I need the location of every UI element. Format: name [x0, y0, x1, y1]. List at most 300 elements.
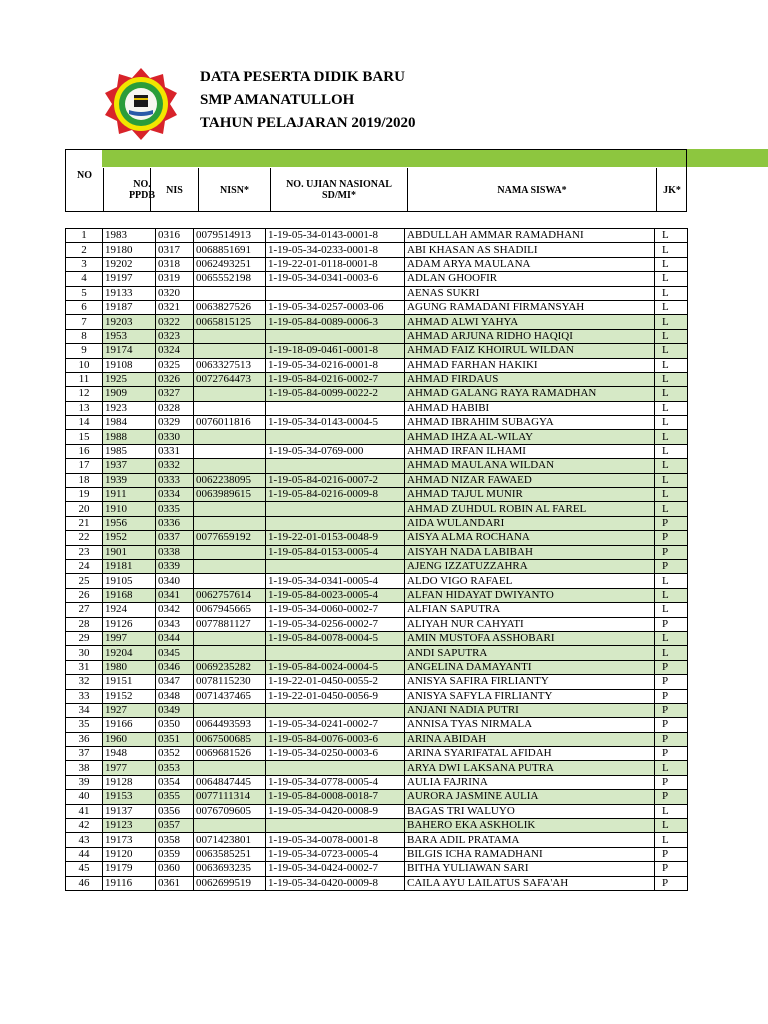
cell-nama: AHMAD GALANG RAYA RAMADHAN	[405, 387, 655, 401]
cell-nama: ARINA SYARIFATAL AFIDAH	[405, 747, 655, 761]
cell-ujian: 1-19-05-84-0153-0005-4	[266, 545, 405, 559]
cell-nisn: 0078115230	[194, 675, 266, 689]
cell-ujian: 1-19-05-34-0341-0003-6	[266, 272, 405, 286]
cell-nis: 0351	[156, 732, 194, 746]
cell-nama: ABDULLAH AMMAR RAMADHANI	[405, 229, 655, 243]
cell-nis: 0359	[156, 847, 194, 861]
cell-ppdb: 19168	[103, 588, 156, 602]
table-row	[66, 559, 688, 573]
cell-jk: P	[655, 689, 688, 703]
cell-ujian: 1-19-05-84-0008-0018-7	[266, 790, 405, 804]
cell-nisn	[194, 819, 266, 833]
cell-nis: 0343	[156, 617, 194, 631]
cell-jk: L	[655, 372, 688, 386]
cell-nama: CAILA AYU LAILATUS SAFA'AH	[405, 876, 655, 890]
cell-nama: ARINA ABIDAH	[405, 732, 655, 746]
cell-nisn	[194, 761, 266, 775]
table-row	[66, 344, 688, 358]
cell-jk: L	[655, 603, 688, 617]
cell-jk: L	[655, 344, 688, 358]
cell-jk: L	[655, 444, 688, 458]
table-row	[66, 646, 688, 660]
cell-jk: L	[655, 761, 688, 775]
table-row	[66, 545, 688, 559]
table-row	[66, 502, 688, 516]
cell-jk: L	[655, 272, 688, 286]
cell-jk: P	[655, 847, 688, 861]
cell-nisn: 0063989615	[194, 488, 266, 502]
cell-nisn	[194, 344, 266, 358]
cell-nis: 0358	[156, 833, 194, 847]
cell-jk: L	[655, 833, 688, 847]
cell-nama: BITHA YULIAWAN SARI	[405, 862, 655, 876]
table-row	[66, 300, 688, 314]
table-row	[66, 804, 688, 818]
cell-nama: BAHERO EKA ASKHOLIK	[405, 819, 655, 833]
cell-nama: ABI KHASAN AS SHADILI	[405, 243, 655, 257]
cell-ppdb: 19173	[103, 833, 156, 847]
cell-nis: 0353	[156, 761, 194, 775]
cell-jk: L	[655, 588, 688, 602]
cell-no: 33	[66, 689, 103, 703]
cell-nis: 0325	[156, 358, 194, 372]
table-row	[66, 315, 688, 329]
cell-nis: 0318	[156, 257, 194, 271]
cell-nisn: 0079514913	[194, 229, 266, 243]
table-row	[66, 775, 688, 789]
cell-ppdb: 1985	[103, 444, 156, 458]
table-row	[66, 229, 688, 243]
cell-nis: 0344	[156, 631, 194, 645]
cell-nis: 0317	[156, 243, 194, 257]
cell-no: 10	[66, 358, 103, 372]
cell-nisn: 0071423801	[194, 833, 266, 847]
cell-jk: P	[655, 675, 688, 689]
cell-nama: AMIN MUSTOFA ASSHOBARI	[405, 631, 655, 645]
table-row	[66, 430, 688, 444]
cell-no: 9	[66, 344, 103, 358]
cell-jk: L	[655, 286, 688, 300]
cell-no: 6	[66, 300, 103, 314]
cell-ujian: 1-19-22-01-0450-0055-2	[266, 675, 405, 689]
school-logo-icon	[103, 66, 179, 142]
table-row	[66, 444, 688, 458]
cell-jk: L	[655, 819, 688, 833]
cell-nis: 0347	[156, 675, 194, 689]
table-row	[66, 516, 688, 530]
cell-nama: AURORA JASMINE AULIA	[405, 790, 655, 804]
cell-ujian	[266, 703, 405, 717]
table-row	[66, 257, 688, 271]
cell-ppdb: 19203	[103, 315, 156, 329]
cell-nama: AIDA WULANDARI	[405, 516, 655, 530]
cell-nisn: 0063327513	[194, 358, 266, 372]
cell-ujian	[266, 559, 405, 573]
cell-nis: 0321	[156, 300, 194, 314]
table-row	[66, 833, 688, 847]
cell-jk: P	[655, 545, 688, 559]
cell-no: 16	[66, 444, 103, 458]
cell-ppdb: 1925	[103, 372, 156, 386]
table-row	[66, 459, 688, 473]
table-row	[66, 747, 688, 761]
cell-no: 36	[66, 732, 103, 746]
col-header-jk: JK*	[656, 168, 687, 212]
cell-ppdb: 19105	[103, 574, 156, 588]
cell-ppdb: 1960	[103, 732, 156, 746]
cell-jk: P	[655, 617, 688, 631]
cell-ppdb: 19116	[103, 876, 156, 890]
cell-ppdb: 1956	[103, 516, 156, 530]
cell-ujian: 1-19-05-34-0769-000	[266, 444, 405, 458]
cell-ppdb: 1977	[103, 761, 156, 775]
cell-nis: 0320	[156, 286, 194, 300]
cell-nisn: 0068851691	[194, 243, 266, 257]
cell-nama: ANNISA TYAS NIRMALA	[405, 718, 655, 732]
cell-nisn: 0069681526	[194, 747, 266, 761]
cell-ujian: 1-19-22-01-0153-0048-9	[266, 531, 405, 545]
cell-nis: 0336	[156, 516, 194, 530]
cell-ppdb: 1988	[103, 430, 156, 444]
cell-nama: ARYA DWI LAKSANA PUTRA	[405, 761, 655, 775]
cell-ppdb: 19179	[103, 862, 156, 876]
cell-no: 1	[66, 229, 103, 243]
cell-no: 13	[66, 401, 103, 415]
table-row	[66, 286, 688, 300]
cell-nis: 0360	[156, 862, 194, 876]
table-row	[66, 819, 688, 833]
cell-nama: ANGELINA DAMAYANTI	[405, 660, 655, 674]
col-header-ujian: NO. UJIAN NASIONAL SD/MI*	[270, 168, 407, 212]
cell-nisn: 0063827526	[194, 300, 266, 314]
cell-ujian: 1-19-05-34-0233-0001-8	[266, 243, 405, 257]
student-table	[65, 228, 688, 891]
cell-ujian: 1-19-05-34-0241-0002-7	[266, 718, 405, 732]
cell-ujian	[266, 329, 405, 343]
cell-ujian	[266, 401, 405, 415]
cell-ujian: 1-19-22-01-0450-0056-9	[266, 689, 405, 703]
cell-no: 8	[66, 329, 103, 343]
cell-nis: 0337	[156, 531, 194, 545]
cell-nis: 0326	[156, 372, 194, 386]
cell-ujian: 1-19-05-84-0023-0005-4	[266, 588, 405, 602]
table-row	[66, 617, 688, 631]
cell-no: 20	[66, 502, 103, 516]
cell-jk: L	[655, 387, 688, 401]
cell-ppdb: 1952	[103, 531, 156, 545]
cell-ujian	[266, 286, 405, 300]
cell-ppdb: 19108	[103, 358, 156, 372]
cell-nis: 0323	[156, 329, 194, 343]
cell-nama: AHMAD ALWI YAHYA	[405, 315, 655, 329]
cell-ppdb: 1983	[103, 229, 156, 243]
cell-no: 18	[66, 473, 103, 487]
cell-nama: BAGAS TRI WALUYO	[405, 804, 655, 818]
cell-ujian: 1-19-05-34-0420-0008-9	[266, 804, 405, 818]
cell-no: 43	[66, 833, 103, 847]
cell-nisn: 0071437465	[194, 689, 266, 703]
cell-ujian: 1-19-18-09-0461-0001-8	[266, 344, 405, 358]
table-row	[66, 329, 688, 343]
cell-ppdb: 19187	[103, 300, 156, 314]
cell-jk: L	[655, 804, 688, 818]
cell-ujian: 1-19-05-84-0216-0007-2	[266, 473, 405, 487]
cell-ppdb: 19197	[103, 272, 156, 286]
cell-nama: AHMAD FIRDAUS	[405, 372, 655, 386]
cell-nis: 0357	[156, 819, 194, 833]
cell-no: 37	[66, 747, 103, 761]
title-line-3: TAHUN PELAJARAN 2019/2020	[200, 115, 416, 131]
cell-nis: 0349	[156, 703, 194, 717]
cell-ujian: 1-19-05-34-0424-0002-7	[266, 862, 405, 876]
cell-no: 42	[66, 819, 103, 833]
table-row	[66, 689, 688, 703]
cell-jk: L	[655, 257, 688, 271]
cell-nis: 0346	[156, 660, 194, 674]
cell-ujian: 1-19-05-34-0143-0004-5	[266, 416, 405, 430]
cell-nisn	[194, 703, 266, 717]
table-row	[66, 876, 688, 890]
cell-ujian: 1-19-05-34-0216-0001-8	[266, 358, 405, 372]
cell-nis: 0354	[156, 775, 194, 789]
cell-ppdb: 1939	[103, 473, 156, 487]
cell-no: 17	[66, 459, 103, 473]
cell-ppdb: 19153	[103, 790, 156, 804]
cell-nis: 0342	[156, 603, 194, 617]
cell-ujian	[266, 502, 405, 516]
cell-ujian	[266, 516, 405, 530]
cell-ppdb: 19133	[103, 286, 156, 300]
col-header-no: NO	[77, 170, 92, 181]
cell-nisn	[194, 401, 266, 415]
cell-jk: L	[655, 358, 688, 372]
cell-no: 45	[66, 862, 103, 876]
cell-ppdb: 1980	[103, 660, 156, 674]
cell-nisn	[194, 430, 266, 444]
table-row	[66, 243, 688, 257]
cell-nisn: 0076709605	[194, 804, 266, 818]
cell-ujian: 1-19-05-34-0060-0002-7	[266, 603, 405, 617]
cell-jk: P	[655, 531, 688, 545]
cell-jk: P	[655, 790, 688, 804]
cell-ppdb: 19151	[103, 675, 156, 689]
cell-no: 38	[66, 761, 103, 775]
cell-nama: AHMAD NIZAR FAWAED	[405, 473, 655, 487]
cell-nis: 0333	[156, 473, 194, 487]
cell-nis: 0328	[156, 401, 194, 415]
cell-jk: P	[655, 775, 688, 789]
table-row	[66, 761, 688, 775]
cell-nama: AHMAD IHZA AL-WILAY	[405, 430, 655, 444]
cell-nisn: 0063693235	[194, 862, 266, 876]
cell-ujian: 1-19-05-34-0256-0002-7	[266, 617, 405, 631]
cell-ppdb: 1910	[103, 502, 156, 516]
col-header-nama: NAMA SISWA*	[407, 168, 656, 212]
cell-jk: L	[655, 488, 688, 502]
table-row	[66, 488, 688, 502]
cell-nisn: 0072764473	[194, 372, 266, 386]
cell-nisn: 0063585251	[194, 847, 266, 861]
cell-nisn: 0076011816	[194, 416, 266, 430]
cell-nama: ADAM ARYA MAULANA	[405, 257, 655, 271]
cell-nama: AHMAD FARHAN HAKIKI	[405, 358, 655, 372]
cell-jk: L	[655, 631, 688, 645]
table-row	[66, 387, 688, 401]
cell-nama: AHMAD TAJUL MUNIR	[405, 488, 655, 502]
cell-ujian: 1-19-05-84-0089-0006-3	[266, 315, 405, 329]
cell-jk: L	[655, 646, 688, 660]
cell-nis: 0356	[156, 804, 194, 818]
cell-nis: 0329	[156, 416, 194, 430]
table-row	[66, 703, 688, 717]
table-row	[66, 401, 688, 415]
cell-nis: 0327	[156, 387, 194, 401]
cell-ujian: 1-19-05-34-0078-0001-8	[266, 833, 405, 847]
cell-nama: AISYAH NADA LABIBAH	[405, 545, 655, 559]
cell-nis: 0355	[156, 790, 194, 804]
cell-jk: P	[655, 559, 688, 573]
cell-no: 2	[66, 243, 103, 257]
cell-ujian: 1-19-05-84-0216-0002-7	[266, 372, 405, 386]
cell-no: 27	[66, 603, 103, 617]
cell-nis: 0348	[156, 689, 194, 703]
cell-nisn: 0062699519	[194, 876, 266, 890]
cell-no: 11	[66, 372, 103, 386]
cell-nama: ANJANI NADIA PUTRI	[405, 703, 655, 717]
cell-ppdb: 19152	[103, 689, 156, 703]
cell-no: 24	[66, 559, 103, 573]
table-row	[66, 660, 688, 674]
cell-nisn: 0065815125	[194, 315, 266, 329]
cell-no: 15	[66, 430, 103, 444]
cell-nis: 0340	[156, 574, 194, 588]
cell-nisn: 0062238095	[194, 473, 266, 487]
cell-jk: L	[655, 329, 688, 343]
cell-jk: L	[655, 229, 688, 243]
cell-no: 32	[66, 675, 103, 689]
cell-nisn: 0062757614	[194, 588, 266, 602]
cell-no: 5	[66, 286, 103, 300]
cell-nis: 0334	[156, 488, 194, 502]
cell-nis: 0361	[156, 876, 194, 890]
cell-ujian	[266, 819, 405, 833]
cell-nisn	[194, 387, 266, 401]
cell-nisn	[194, 646, 266, 660]
cell-nisn	[194, 502, 266, 516]
cell-nisn: 0062493251	[194, 257, 266, 271]
cell-nis: 0319	[156, 272, 194, 286]
cell-jk: L	[655, 416, 688, 430]
cell-ujian	[266, 646, 405, 660]
cell-nama: AHMAD ZUHDUL ROBIN AL FAREL	[405, 502, 655, 516]
cell-nisn	[194, 559, 266, 573]
cell-jk: P	[655, 718, 688, 732]
cell-ujian	[266, 430, 405, 444]
cell-ujian: 1-19-05-34-0778-0005-4	[266, 775, 405, 789]
cell-jk: L	[655, 502, 688, 516]
cell-ujian: 1-19-05-34-0723-0005-4	[266, 847, 405, 861]
cell-nis: 0332	[156, 459, 194, 473]
cell-no: 26	[66, 588, 103, 602]
cell-jk: P	[655, 732, 688, 746]
title-line-1: DATA PESERTA DIDIK BARU	[200, 69, 405, 85]
table-row	[66, 862, 688, 876]
cell-no: 25	[66, 574, 103, 588]
cell-jk: L	[655, 430, 688, 444]
table-row	[66, 358, 688, 372]
cell-nama: BARA ADIL PRATAMA	[405, 833, 655, 847]
table-row	[66, 847, 688, 861]
cell-nisn: 0067945665	[194, 603, 266, 617]
cell-no: 23	[66, 545, 103, 559]
col-header-no-ppdb: NO. PPDB	[103, 168, 163, 212]
table-row	[66, 718, 688, 732]
table-row	[66, 675, 688, 689]
table-row	[66, 588, 688, 602]
cell-ppdb: 1911	[103, 488, 156, 502]
cell-nisn	[194, 329, 266, 343]
cell-no: 7	[66, 315, 103, 329]
cell-no: 22	[66, 531, 103, 545]
cell-ppdb: 1927	[103, 703, 156, 717]
cell-ppdb: 19181	[103, 559, 156, 573]
cell-nisn: 0077111314	[194, 790, 266, 804]
cell-ppdb: 19123	[103, 819, 156, 833]
cell-ujian: 1-19-05-84-0216-0009-8	[266, 488, 405, 502]
cell-no: 41	[66, 804, 103, 818]
cell-nisn	[194, 459, 266, 473]
cell-no: 46	[66, 876, 103, 890]
cell-ppdb: 19137	[103, 804, 156, 818]
cell-nis: 0339	[156, 559, 194, 573]
cell-no: 39	[66, 775, 103, 789]
table-row	[66, 574, 688, 588]
cell-ppdb: 1901	[103, 545, 156, 559]
cell-jk: L	[655, 459, 688, 473]
cell-nis: 0324	[156, 344, 194, 358]
cell-ppdb: 1997	[103, 631, 156, 645]
cell-ppdb: 19180	[103, 243, 156, 257]
cell-ujian: 1-19-22-01-0118-0001-8	[266, 257, 405, 271]
cell-ppdb: 1924	[103, 603, 156, 617]
cell-nisn	[194, 574, 266, 588]
table-row	[66, 790, 688, 804]
cell-nisn: 0077881127	[194, 617, 266, 631]
table-row	[66, 272, 688, 286]
cell-no: 44	[66, 847, 103, 861]
cell-no: 3	[66, 257, 103, 271]
table-row	[66, 732, 688, 746]
cell-ppdb: 1948	[103, 747, 156, 761]
cell-nama: ANISYA SAFYLA FIRLIANTY	[405, 689, 655, 703]
cell-nama: ALDO VIGO RAFAEL	[405, 574, 655, 588]
cell-ujian: 1-19-05-34-0257-0003-06	[266, 300, 405, 314]
cell-no: 30	[66, 646, 103, 660]
cell-jk: L	[655, 243, 688, 257]
cell-jk: P	[655, 747, 688, 761]
cell-nama: BILGIS ICHA RAMADHANI	[405, 847, 655, 861]
cell-ujian: 1-19-05-34-0143-0001-8	[266, 229, 405, 243]
cell-jk: P	[655, 703, 688, 717]
cell-ppdb: 1953	[103, 329, 156, 343]
cell-ppdb: 19126	[103, 617, 156, 631]
cell-no: 31	[66, 660, 103, 674]
cell-nisn	[194, 444, 266, 458]
cell-ujian	[266, 761, 405, 775]
cell-nis: 0331	[156, 444, 194, 458]
cell-jk: P	[655, 862, 688, 876]
cell-nama: AHMAD ARJUNA RIDHO HAQIQI	[405, 329, 655, 343]
